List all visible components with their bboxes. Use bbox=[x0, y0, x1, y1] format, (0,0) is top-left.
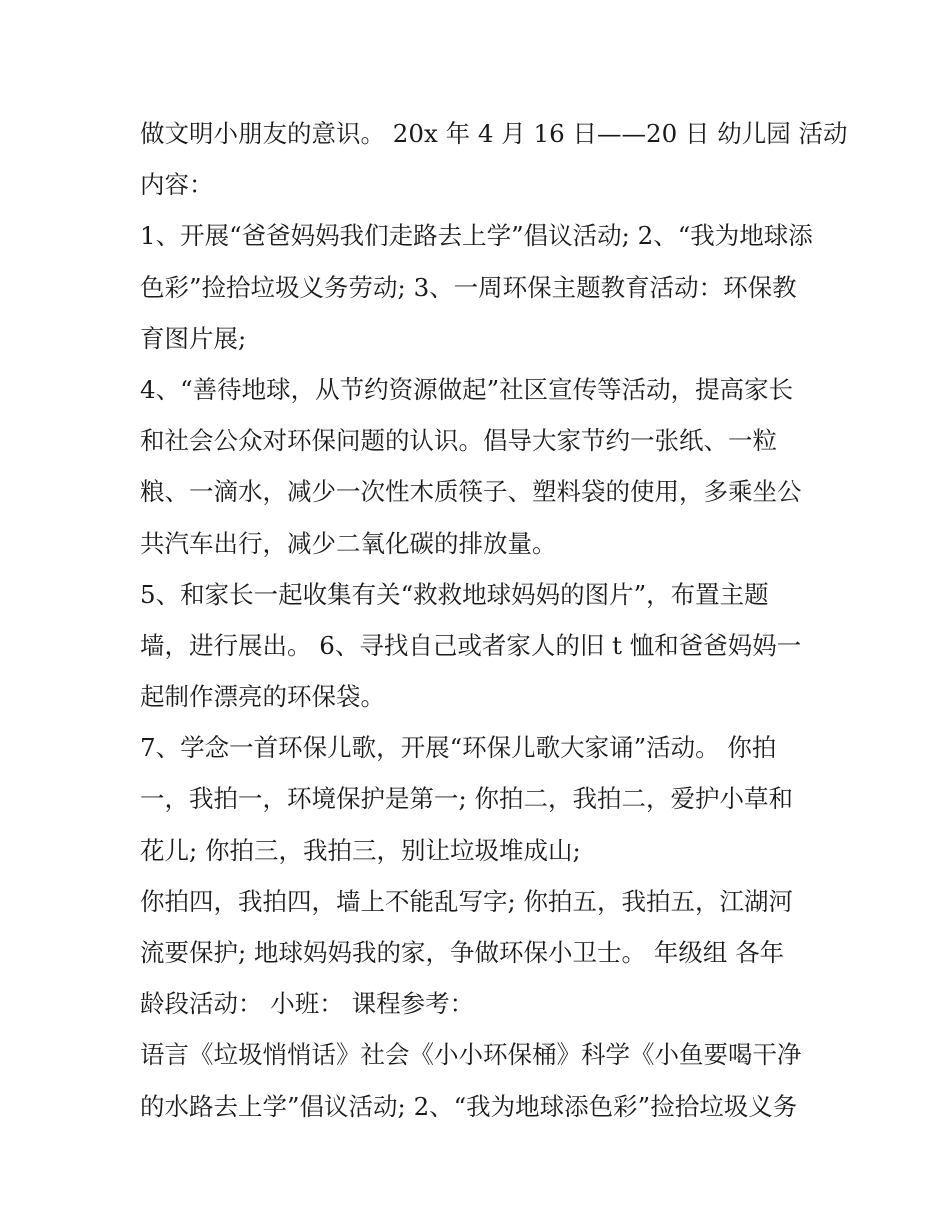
text-line: 你拍四，我拍四，墙上不能乱写字; 你拍五，我拍五，江湖河 bbox=[140, 886, 794, 916]
text-line: 语言《垃圾悄悄话》社会《小小环保桶》科学《小鱼要喝干净 bbox=[140, 1040, 802, 1070]
text-line: 7、学念一首环保儿歌，开展“环保儿歌大家诵”活动。 你拍 bbox=[140, 733, 777, 763]
text-line: 的水路去上学”倡议活动; 2、“我为地球添色彩”捡拾垃圾义务 bbox=[140, 1091, 798, 1121]
text-line: 流要保护; 地球妈妈我的家，争做环保小卫士。 年级组 各年 bbox=[140, 938, 785, 967]
text-line: 共汽车出行，减少二氧化碳的排放量。 bbox=[140, 528, 557, 558]
document-body bbox=[140, 108, 848, 1132]
text-line: 5、和家长一起收集有关“救救地球妈妈的图片”，布置主题 bbox=[140, 579, 769, 609]
text-line: 粮、一滴水，减少一次性木质筷子、塑料袋的使用，多乘坐公 bbox=[140, 477, 802, 507]
text-line: 花儿; 你拍三，我拍三，别让垃圾堆成山; bbox=[140, 835, 581, 865]
text-line: 育图片展; bbox=[140, 323, 247, 353]
text-line: 龄段活动： 小班： 课程参考： bbox=[140, 989, 475, 1019]
text-line: 内容： bbox=[140, 170, 214, 200]
text-line: 1、开展“爸爸妈妈我们走路去上学”倡议活动; 2、“我为地球添 bbox=[140, 221, 813, 251]
text-line: 做文明小朋友的意识。 20x 年 4 月 16 日——20 日 幼儿园 活动 bbox=[140, 119, 848, 148]
text-line: 4、“善待地球，从节约资源做起”社区宣传等活动，提高家长 bbox=[140, 374, 794, 404]
text-line: 一，我拍一，环境保护是第一; 你拍二，我拍二，爱护小草和 bbox=[140, 784, 794, 814]
text-line: 色彩”捡拾垃圾义务劳动; 3、一周环保主题教育活动：环保教 bbox=[140, 272, 797, 302]
text-line: 起制作漂亮的环保袋。 bbox=[140, 682, 385, 712]
text-line: 墙，进行展出。 6、寻找自己或者家人的旧 t 恤和爸爸妈妈一 bbox=[140, 630, 802, 660]
text-line: 和社会公众对环保问题的认识。倡导大家节约一张纸、一粒 bbox=[140, 426, 777, 456]
